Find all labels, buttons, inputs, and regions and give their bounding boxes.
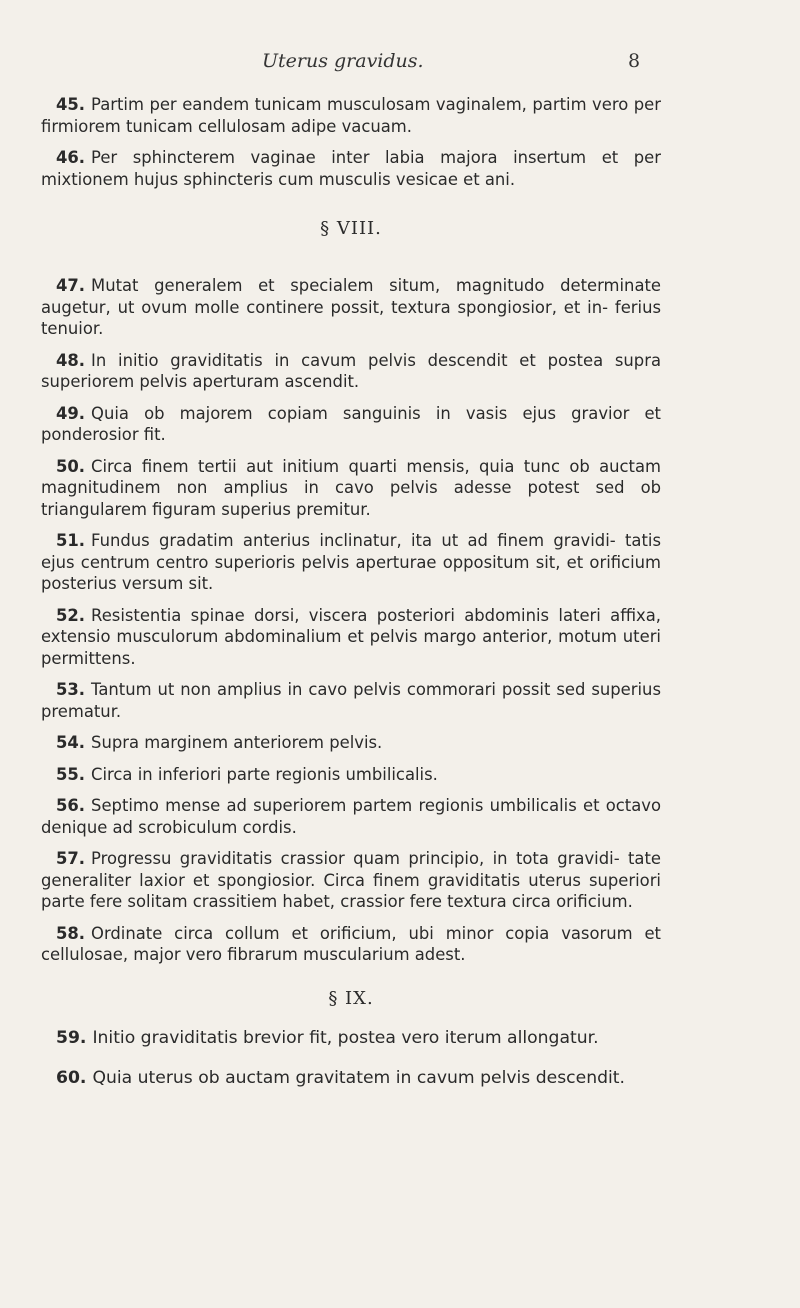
paragraph-text: In initio graviditatis in cavum pelvis descendit et postea supra superiorem pelvis aperturam ascendit. (41, 350, 661, 391)
section-ix-body (41, 1027, 661, 1089)
paragraph-text: Quia ob majorem copiam sanguinis in vasis ejus gravior et ponderosior fit. (41, 403, 661, 444)
paragraph-text: Ordinate circa collum et orificium, ubi minor copia vasorum et cellulosae, major vero fibrarum muscularium adest. (41, 923, 661, 964)
page-body (41, 94, 661, 1107)
paragraph-number: 50. (56, 456, 86, 476)
paragraph-text: Resistentia spinae dorsi, viscera posteriori abdominis lateri affixa, extensio musculorum abdominalium et pelvis margo anterior, motum uteri permittens. (41, 605, 661, 668)
paragraph-number: 46. (56, 148, 86, 167)
paragraph-47 (41, 275, 661, 340)
paragraph-number: 47. (56, 276, 86, 295)
paragraph-48 (41, 350, 661, 393)
paragraph-number: 59. (56, 1027, 87, 1048)
section-heading-ix: § IX. (328, 987, 374, 1009)
paragraph-45 (41, 94, 661, 137)
page-number: 8 (628, 50, 641, 72)
paragraph-59 (41, 1027, 661, 1049)
paragraph-58 (41, 923, 661, 966)
paragraph-text: Mutat generalem et specialem situm, magnitudo determinate augetur, ut ovum molle continere possit, textura spongiosior, et in- ferius tenuior. (41, 276, 661, 338)
paragraph-number: 45. (56, 95, 86, 114)
paragraph-52 (41, 605, 661, 670)
page-header (0, 46, 800, 76)
paragraph-text: Partim per eandem tunicam musculosam vaginalem, partim vero per firmiorem tunicam cellulosam adipe vacuam. (41, 95, 661, 136)
paragraph-text: Fundus gradatim anterius inclinatur, ita ut ad finem gravidi- tatis ejus centrum centro superioris pelvis aperturae oppositum sit, et orificium posterius versum sit. (41, 531, 661, 593)
paragraph-number: 55. (56, 764, 86, 784)
paragraph-text: Circa in inferiori parte regionis umbilicalis. (91, 764, 438, 784)
paragraph-text: Tantum ut non amplius in cavo pelvis commorari possit sed superius prematur. (41, 680, 661, 721)
paragraph-text: Progressu graviditatis crassior quam principio, in tota gravidi- tate generaliter laxior et spongiosior. Circa finem graviditatis uterus superiori parte fere solitam crassitiem habet, crassior fere textura circa orificium. (41, 849, 661, 911)
paragraph-text: Supra marginem anteriorem pelvis. (91, 733, 383, 752)
paragraph-49 (41, 403, 661, 446)
paragraph-number: 60. (56, 1067, 87, 1088)
paragraph-text: Quia uterus ob auctam gravitatem in cavum pelvis descendit. (92, 1067, 625, 1088)
paragraph-54 (41, 732, 661, 754)
paragraph-number: 56. (56, 796, 86, 815)
paragraph-number: 52. (56, 605, 86, 625)
paragraph-text: Initio graviditatis brevior fit, postea vero iterum allongatur. (92, 1027, 599, 1048)
paragraph-text: Circa finem tertii aut initium quarti mensis, quia tunc ob auctam magnitudinem non amplius in cavo pelvis adesse potest sed ob triangularem figuram superius premitur. (41, 456, 661, 519)
paragraph-number: 51. (56, 531, 86, 550)
paragraph-number: 54. (56, 733, 86, 752)
paragraph-text: Per sphincterem vaginae inter labia majora insertum et per mixtionem hujus sphincteris cum musculis vesicae et ani. (41, 148, 661, 189)
paragraph-46 (41, 147, 661, 190)
paragraph-number: 49. (56, 403, 86, 423)
paragraph-number: 53. (56, 680, 86, 699)
paragraph-number: 48. (56, 350, 86, 370)
paragraph-53 (41, 679, 661, 722)
paragraph-number: 57. (56, 849, 86, 868)
section-heading-viii: § VIII. (320, 218, 382, 239)
paragraph-60 (41, 1067, 661, 1089)
paragraph-55 (41, 764, 661, 786)
paragraph-57 (41, 848, 661, 913)
paragraph-51 (41, 530, 661, 595)
paragraph-text: Septimo mense ad superiorem partem regionis umbilicalis et octavo denique ad scrobiculum cordis. (41, 796, 661, 837)
paragraph-number: 58. (56, 923, 86, 943)
paragraph-56 (41, 795, 661, 838)
running-title: Uterus gravidus. (262, 50, 424, 72)
paragraph-50 (41, 456, 661, 521)
